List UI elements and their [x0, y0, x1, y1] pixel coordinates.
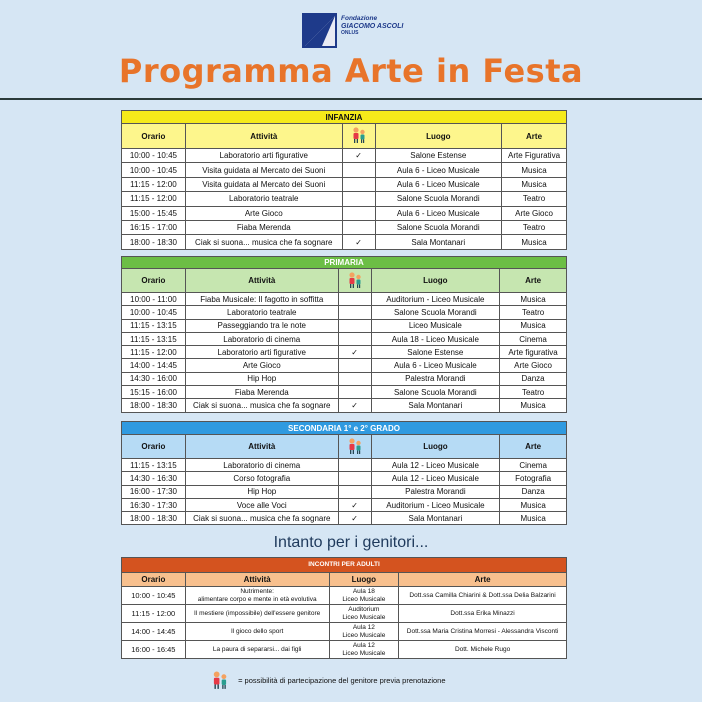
- table-row: [122, 306, 567, 319]
- table-row: [122, 459, 567, 472]
- cell-luogo: Salone Scuola Morandi: [375, 220, 502, 234]
- section-title-adulti: INCONTRI PER ADULTI: [122, 558, 567, 573]
- check-icon: ✓: [342, 149, 375, 163]
- table-row: [122, 472, 567, 485]
- header-orario: Orario: [122, 435, 186, 459]
- table-row: [122, 605, 567, 623]
- header-kids: [342, 124, 375, 149]
- cell-orario: 14:30 - 16:30: [122, 472, 186, 485]
- parents-heading: Intanto per i genitori...: [273, 534, 429, 551]
- cell-orario: 14:30 - 16:00: [122, 372, 186, 385]
- cell-luogo-line2: Liceo Musicale: [342, 613, 386, 621]
- section-title-primaria: PRIMARIA: [122, 257, 567, 269]
- header-orario: Orario: [122, 124, 186, 149]
- cell-luogo: Auditorium - Liceo Musicale: [371, 293, 500, 306]
- header-arte: Arte: [500, 269, 567, 293]
- check-icon: [338, 293, 371, 306]
- cell-luogo: Aula 6 - Liceo Musicale: [375, 177, 502, 191]
- parent-child-icon: [346, 271, 364, 291]
- table-row: [122, 235, 567, 249]
- table-row: [122, 587, 567, 605]
- cell-arte: Musica: [500, 293, 567, 306]
- cell-orario: 11:15 - 12:00: [122, 346, 186, 359]
- check-icon: ✓: [338, 498, 371, 511]
- table-row: [122, 485, 567, 498]
- cell-luogo-line1: Aula 12: [352, 624, 375, 631]
- cell-luogo: [329, 587, 399, 605]
- cell-luogo: Salone Scuola Morandi: [375, 192, 502, 206]
- cell-orario: 16:15 - 17:00: [122, 220, 186, 234]
- parent-child-icon: [350, 126, 368, 146]
- cell-attivita: Laboratorio di cinema: [185, 332, 338, 345]
- cell-orario: 16:00 - 17:30: [122, 485, 186, 498]
- cell-luogo: [329, 623, 399, 641]
- page-title: Programma Arte in Festa: [118, 52, 584, 90]
- cell-orario: 11:15 - 12:00: [122, 605, 186, 623]
- cell-luogo: [329, 641, 399, 659]
- cell-attivita: Laboratorio teatrale: [185, 306, 338, 319]
- check-icon: [342, 163, 375, 177]
- logo-line3: ONLUS: [341, 30, 359, 36]
- cell-orario: 10:00 - 10:45: [122, 306, 186, 319]
- triangle-logo-icon: [302, 13, 337, 48]
- divider: [0, 98, 702, 100]
- cell-attivita: Fiaba Merenda: [185, 386, 338, 399]
- check-icon: ✓: [338, 512, 371, 525]
- table-row: [122, 399, 567, 412]
- cell-luogo: Sala Montanari: [371, 512, 500, 525]
- cell-attivita: Laboratorio teatrale: [185, 192, 342, 206]
- parent-child-icon: [346, 437, 364, 457]
- header-arte: Arte: [502, 124, 567, 149]
- header-orario: Orario: [122, 573, 186, 587]
- cell-arte: Dott. Michele Rugo: [399, 641, 567, 659]
- cell-orario: 14:00 - 14:45: [122, 359, 186, 372]
- cell-luogo: Aula 6 - Liceo Musicale: [371, 359, 500, 372]
- cell-attivita: Laboratorio arti figurative: [185, 346, 338, 359]
- check-icon: [338, 306, 371, 319]
- check-icon: ✓: [338, 399, 371, 412]
- logo-line2: GIACOMO ASCOLI: [341, 22, 404, 30]
- check-icon: [338, 372, 371, 385]
- cell-attivita: Arte Gioco: [185, 206, 342, 220]
- cell-arte: Cinema: [500, 332, 567, 345]
- cell-luogo: Palestra Morandi: [371, 372, 500, 385]
- legend-text: = possibilità di partecipazione del genitore previa prenotazione: [238, 675, 446, 685]
- cell-orario: 11:15 - 12:00: [122, 192, 186, 206]
- cell-attivita: Corso fotografia: [185, 472, 338, 485]
- cell-orario: 10:00 - 10:45: [122, 149, 186, 163]
- cell-orario: 16:30 - 17:30: [122, 498, 186, 511]
- cell-attivita: Fiaba Musicale: Il fagotto in soffitta: [185, 293, 338, 306]
- cell-luogo-line1: Auditorium: [348, 606, 380, 613]
- header-luogo: Luogo: [371, 269, 500, 293]
- table-primaria: [121, 256, 567, 413]
- cell-luogo: Aula 6 - Liceo Musicale: [375, 163, 502, 177]
- cell-orario: 10:00 - 11:00: [122, 293, 186, 306]
- cell-arte: Teatro: [500, 306, 567, 319]
- cell-luogo: Aula 12 - Liceo Musicale: [371, 459, 500, 472]
- table-row: [122, 346, 567, 359]
- cell-luogo: Sala Montanari: [371, 399, 500, 412]
- cell-luogo-line2: Liceo Musicale: [342, 595, 386, 603]
- cell-luogo: Liceo Musicale: [371, 319, 500, 332]
- check-icon: [338, 386, 371, 399]
- header-luogo: Luogo: [329, 573, 399, 587]
- cell-arte: Musica: [500, 498, 567, 511]
- table-row: [122, 641, 567, 659]
- cell-arte: Arte Gioco: [502, 206, 567, 220]
- cell-arte: Musica: [500, 512, 567, 525]
- check-icon: [338, 472, 371, 485]
- cell-orario: 15:15 - 16:00: [122, 386, 186, 399]
- check-icon: [338, 332, 371, 345]
- cell-attivita: Visita guidata al Mercato dei Suoni: [185, 163, 342, 177]
- cell-attivita: Ciak si suona... musica che fa sognare: [185, 512, 338, 525]
- cell-arte: Musica: [502, 235, 567, 249]
- header-attivita: Attività: [185, 269, 338, 293]
- section-title-secondaria: SECONDARIA 1° e 2° GRADO: [122, 422, 567, 435]
- table-row: [122, 319, 567, 332]
- cell-attivita: Arte Gioco: [185, 359, 338, 372]
- check-icon: [338, 319, 371, 332]
- cell-luogo: Sala Montanari: [375, 235, 502, 249]
- table-row: [122, 206, 567, 220]
- cell-luogo: Aula 12 - Liceo Musicale: [371, 472, 500, 485]
- check-icon: [338, 485, 371, 498]
- section-title-infanzia: INFANZIA: [122, 111, 567, 124]
- cell-luogo: Salone Estense: [375, 149, 502, 163]
- cell-arte: Musica: [502, 177, 567, 191]
- table-row: [122, 332, 567, 345]
- cell-arte: Teatro: [500, 386, 567, 399]
- cell-arte: Dott.ssa Camilla Chiarini & Dott.ssa Delia Balzarini: [399, 587, 567, 605]
- cell-arte: Danza: [500, 372, 567, 385]
- check-icon: [342, 177, 375, 191]
- table-row: [122, 386, 567, 399]
- cell-luogo-line1: Aula 12: [352, 642, 375, 649]
- header-arte: Arte: [500, 435, 567, 459]
- cell-attivita: [185, 605, 329, 623]
- table-row: [122, 498, 567, 511]
- cell-attivita: Laboratorio arti figurative: [185, 149, 342, 163]
- header-arte: Arte: [399, 573, 567, 587]
- cell-orario: 18:00 - 18:30: [122, 235, 186, 249]
- check-icon: [338, 359, 371, 372]
- cell-attivita: Ciak si suona... musica che fa sognare: [185, 235, 342, 249]
- header-luogo: Luogo: [371, 435, 500, 459]
- cell-arte: Arte Gioco: [500, 359, 567, 372]
- cell-attivita: Ciak si suona... musica che fa sognare: [185, 399, 338, 412]
- table-row: [122, 192, 567, 206]
- cell-arte: Musica: [502, 163, 567, 177]
- cell-orario: 18:00 - 18:30: [122, 512, 186, 525]
- cell-orario: 11:15 - 13:15: [122, 319, 186, 332]
- table-row: [122, 177, 567, 191]
- cell-luogo: Salone Estense: [371, 346, 500, 359]
- cell-orario: 16:00 - 16:45: [122, 641, 186, 659]
- cell-arte: Teatro: [502, 192, 567, 206]
- cell-arte: Arte Figurativa: [502, 149, 567, 163]
- cell-luogo-line2: Liceo Musicale: [342, 631, 386, 639]
- cell-arte: Fotografia: [500, 472, 567, 485]
- logo: [302, 13, 412, 49]
- header-luogo: Luogo: [375, 124, 502, 149]
- logo-text: [341, 15, 403, 38]
- cell-luogo-line1: Aula 18: [352, 588, 375, 595]
- check-icon: [342, 206, 375, 220]
- cell-attivita: Hip Hop: [185, 372, 338, 385]
- header-kids: [338, 435, 371, 459]
- cell-attivita: Fiaba Merenda: [185, 220, 342, 234]
- header-attivita: Attività: [185, 435, 338, 459]
- cell-orario: 10:00 - 10:45: [122, 587, 186, 605]
- check-icon: [342, 192, 375, 206]
- cell-attivita: Laboratorio di cinema: [185, 459, 338, 472]
- table-row: [122, 623, 567, 641]
- cell-luogo: Salone Scuola Morandi: [371, 386, 500, 399]
- cell-attivita: Passeggiando tra le note: [185, 319, 338, 332]
- header-kids: [338, 269, 371, 293]
- cell-orario: 14:00 - 14:45: [122, 623, 186, 641]
- cell-arte: Dott.ssa Maria Cristina Morresi - Alessandra Visconti: [399, 623, 567, 641]
- check-icon: ✓: [342, 235, 375, 249]
- table-row: [122, 512, 567, 525]
- cell-attivita: Voce alle Voci: [185, 498, 338, 511]
- cell-attivita: [185, 641, 329, 659]
- table-row: [122, 149, 567, 163]
- cell-arte: Arte figurativa: [500, 346, 567, 359]
- check-icon: [338, 459, 371, 472]
- table-row: [122, 220, 567, 234]
- header-orario: Orario: [122, 269, 186, 293]
- logo-line1: Fondazione: [341, 15, 378, 22]
- cell-luogo: Aula 6 - Liceo Musicale: [375, 206, 502, 220]
- cell-attivita: [185, 587, 329, 605]
- cell-attivita-line1: La paura di separarsi... dai figli: [212, 645, 302, 653]
- cell-arte: Teatro: [502, 220, 567, 234]
- header-attivita: Attività: [185, 573, 329, 587]
- cell-attivita: [185, 623, 329, 641]
- cell-orario: 11:15 - 13:15: [122, 332, 186, 345]
- cell-arte: Cinema: [500, 459, 567, 472]
- cell-orario: 10:00 - 10:45: [122, 163, 186, 177]
- cell-attivita-line1: Il mestiere (impossibile) dell'essere genitore: [194, 609, 321, 617]
- table-row: [122, 163, 567, 177]
- cell-attivita-line1: Nutrimente:: [240, 588, 274, 595]
- legend: [210, 670, 446, 692]
- cell-luogo: Aula 18 - Liceo Musicale: [371, 332, 500, 345]
- cell-luogo-line2: Liceo Musicale: [342, 649, 386, 657]
- cell-arte: Danza: [500, 485, 567, 498]
- cell-arte: Dott.ssa Erika Minazzi: [399, 605, 567, 623]
- table-row: [122, 359, 567, 372]
- cell-attivita: Hip Hop: [185, 485, 338, 498]
- table-adulti: [121, 557, 567, 659]
- cell-attivita: Visita guidata al Mercato dei Suoni: [185, 177, 342, 191]
- cell-arte: Musica: [500, 399, 567, 412]
- cell-orario: 11:15 - 12:00: [122, 177, 186, 191]
- header-attivita: Attività: [185, 124, 342, 149]
- table-row: [122, 372, 567, 385]
- cell-attivita-line2: alimentare corpo e mente in età evolutiva: [197, 595, 317, 603]
- table-secondaria: [121, 421, 567, 525]
- cell-orario: 18:00 - 18:30: [122, 399, 186, 412]
- table-row: [122, 293, 567, 306]
- check-icon: ✓: [338, 346, 371, 359]
- cell-attivita-line1: Il gioco dello sport: [230, 627, 284, 635]
- cell-luogo: Auditorium - Liceo Musicale: [371, 498, 500, 511]
- check-icon: [342, 220, 375, 234]
- cell-luogo: Salone Scuola Morandi: [371, 306, 500, 319]
- cell-luogo: Palestra Morandi: [371, 485, 500, 498]
- cell-luogo: [329, 605, 399, 623]
- cell-orario: 11:15 - 13:15: [122, 459, 186, 472]
- cell-orario: 15:00 - 15:45: [122, 206, 186, 220]
- parent-child-icon: [210, 670, 230, 692]
- cell-arte: Musica: [500, 319, 567, 332]
- table-infanzia: [121, 110, 567, 250]
